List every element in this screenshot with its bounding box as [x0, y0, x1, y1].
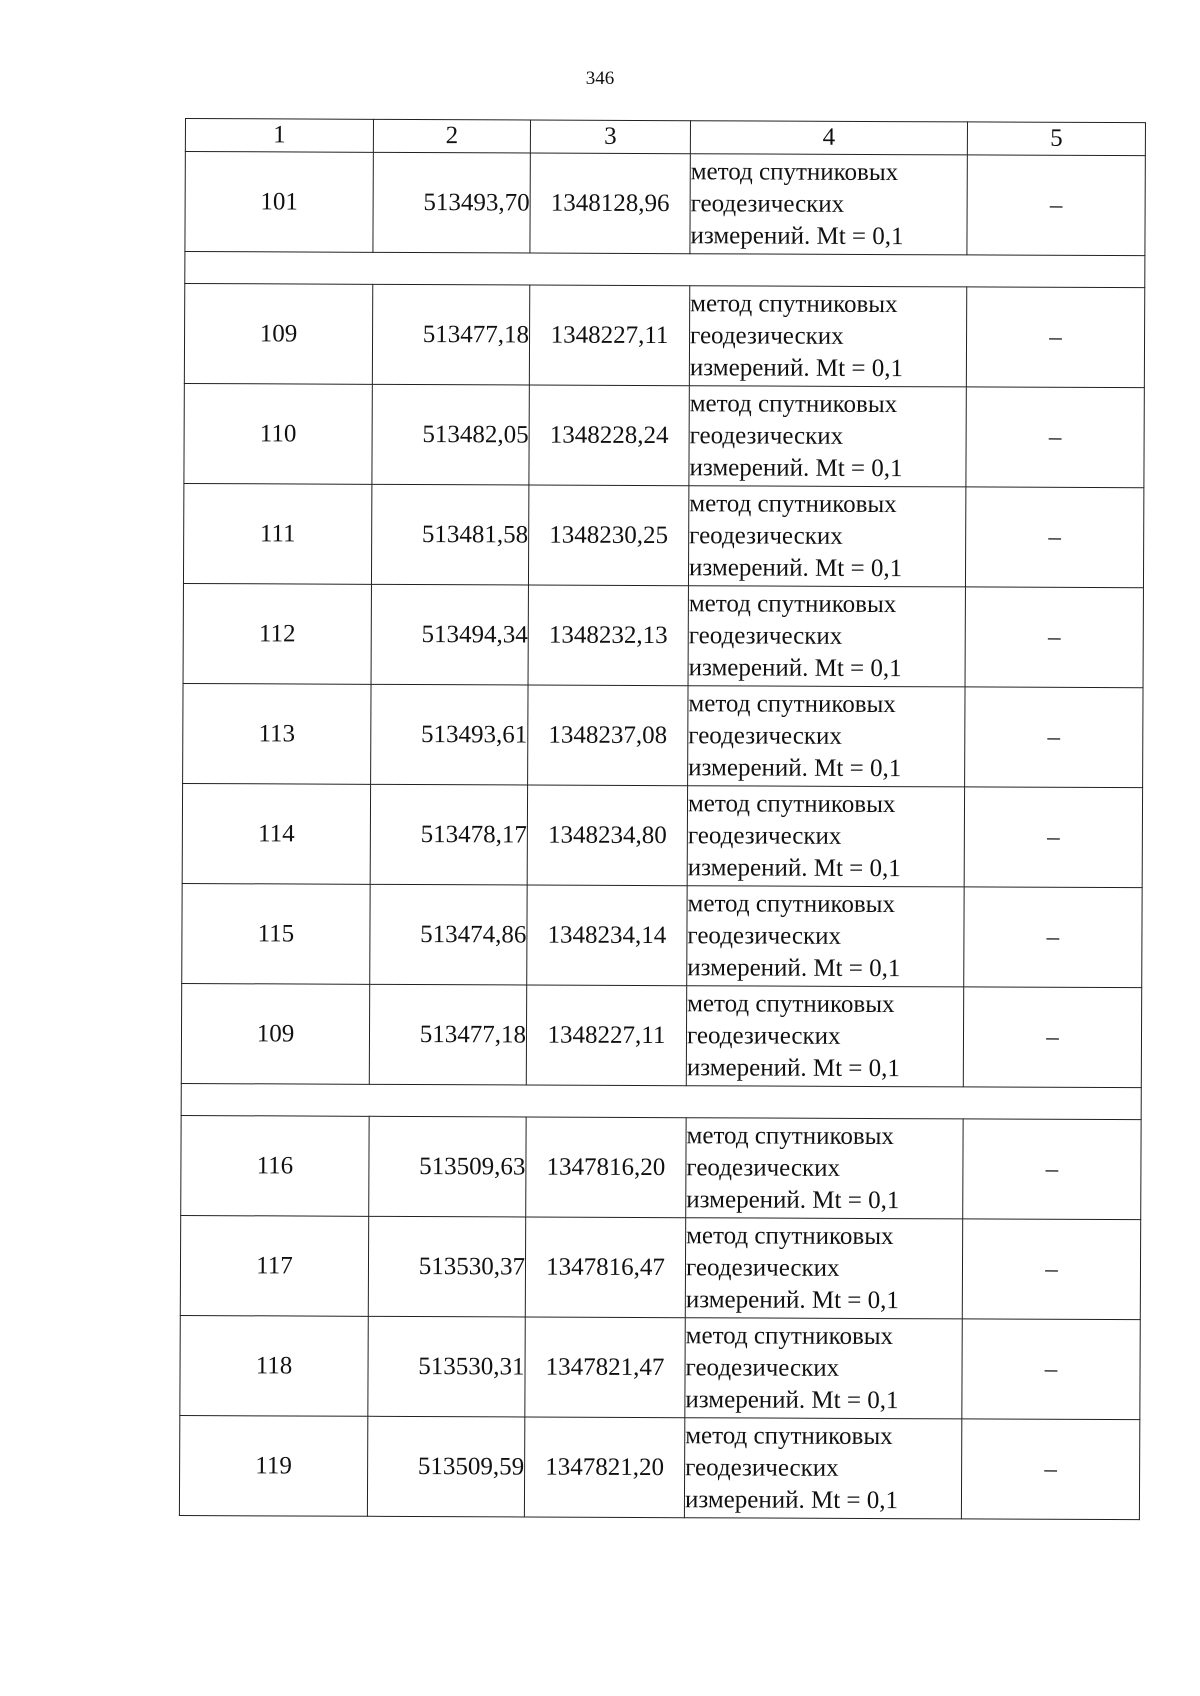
method-line: геодезических: [690, 189, 845, 218]
method-line: метод спутниковых: [685, 1421, 893, 1450]
method-cell: [687, 786, 964, 887]
table-row: [185, 152, 1145, 256]
method-line: измерений. Mt = 0,1: [687, 953, 901, 982]
method-line: метод спутниковых: [685, 1321, 894, 1350]
method-cell: [688, 686, 965, 787]
table-row: [179, 1415, 1139, 1519]
note-cell: –: [963, 1119, 1141, 1220]
note-cell: –: [967, 155, 1145, 256]
method-line: метод спутниковых: [688, 589, 897, 618]
x-coordinate-cell: 513477,18: [372, 284, 529, 385]
method-line: геодезических: [686, 1021, 841, 1050]
separator-cell: [181, 1083, 1141, 1119]
page-number: 346: [585, 68, 615, 89]
note-cell: –: [965, 687, 1143, 788]
method-cell: [686, 1118, 963, 1219]
method-cell: [686, 986, 963, 1087]
method-line: измерений. Mt = 0,1: [689, 353, 904, 382]
x-coordinate-cell: 513482,05: [372, 384, 529, 485]
y-coordinate-cell: 1347821,20: [524, 1417, 684, 1518]
method-line: измерений. Mt = 0,1: [688, 553, 903, 582]
method-cell: [685, 1318, 962, 1419]
method-cell: [687, 886, 964, 987]
method-line: измерений. Mt = 0,1: [686, 1053, 900, 1082]
method-line: геодезических: [689, 321, 844, 350]
point-number-cell: 110: [184, 383, 372, 484]
x-coordinate-cell: 513493,61: [371, 684, 528, 785]
table-row: [182, 783, 1142, 887]
x-coordinate-cell: 513530,31: [368, 1316, 525, 1417]
method-cell: [690, 154, 967, 255]
coordinates-table: [179, 118, 1146, 1520]
method-line: измерений. Mt = 0,1: [688, 653, 902, 682]
method-line: измерений. Mt = 0,1: [685, 1385, 899, 1414]
document-sheet: [179, 118, 1145, 1520]
column-header-2: 2: [373, 119, 530, 153]
method-line: метод спутниковых: [686, 1221, 894, 1250]
method-line: метод спутниковых: [687, 789, 896, 818]
y-coordinate-cell: 1347816,47: [525, 1217, 685, 1318]
table-separator-row: [185, 252, 1145, 288]
method-line: метод спутниковых: [686, 1121, 895, 1150]
note-cell: –: [966, 387, 1144, 488]
note-cell: –: [962, 1319, 1140, 1420]
x-coordinate-cell: 513509,59: [367, 1416, 524, 1517]
table-row: [181, 1115, 1141, 1219]
method-cell: [685, 1218, 962, 1319]
method-cell: [688, 586, 965, 687]
method-line: метод спутниковых: [687, 889, 896, 918]
table-row: [183, 483, 1143, 587]
method-line: геодезических: [686, 1153, 841, 1182]
y-coordinate-cell: 1347821,47: [525, 1317, 685, 1418]
table-row: [181, 983, 1141, 1087]
method-cell: [688, 486, 965, 587]
x-coordinate-cell: 513481,58: [371, 484, 528, 585]
method-line: метод спутниковых: [689, 489, 897, 518]
column-header-3: 3: [530, 120, 690, 154]
method-line: геодезических: [689, 521, 843, 550]
x-coordinate-cell: 513509,63: [369, 1116, 526, 1217]
x-coordinate-cell: 513493,70: [373, 152, 530, 253]
table-row: [180, 1315, 1140, 1419]
y-coordinate-cell: 1348227,11: [526, 985, 686, 1086]
note-cell: –: [965, 587, 1143, 688]
y-coordinate-cell: 1348227,11: [529, 285, 689, 386]
method-line: метод спутниковых: [690, 289, 898, 318]
table-row: [184, 383, 1144, 487]
table-row: [184, 284, 1144, 388]
x-coordinate-cell: 513474,86: [370, 884, 527, 985]
point-number-cell: 114: [182, 783, 370, 884]
note-cell: –: [966, 287, 1144, 388]
method-line: метод спутниковых: [689, 389, 898, 418]
method-line: геодезических: [687, 921, 842, 950]
separator-cell: [185, 252, 1145, 288]
point-number-cell: 118: [180, 1315, 368, 1416]
method-cell: [689, 286, 966, 387]
table-body: [179, 119, 1145, 1520]
note-cell: –: [963, 987, 1141, 1088]
table-separator-row: [181, 1083, 1141, 1119]
x-coordinate-cell: 513530,37: [368, 1216, 525, 1317]
method-line: метод спутниковых: [690, 157, 899, 186]
y-coordinate-cell: 1348230,25: [528, 485, 688, 586]
y-coordinate-cell: 1348232,13: [528, 585, 688, 686]
point-number-cell: 111: [183, 483, 371, 584]
point-number-cell: 116: [181, 1115, 369, 1216]
y-coordinate-cell: 1347816,20: [526, 1117, 686, 1218]
method-line: измерений. Mt = 0,1: [684, 1485, 899, 1514]
method-line: геодезических: [688, 721, 842, 750]
point-number-cell: 117: [180, 1215, 368, 1316]
method-line: геодезических: [685, 1453, 839, 1482]
column-header-5: 5: [967, 122, 1145, 156]
method-cell: [689, 386, 966, 487]
point-number-cell: 109: [184, 284, 372, 385]
y-coordinate-cell: 1348234,80: [527, 785, 687, 886]
point-number-cell: 112: [183, 583, 371, 684]
x-coordinate-cell: 513494,34: [371, 584, 528, 685]
method-line: геодезических: [685, 1353, 840, 1382]
note-cell: –: [962, 1219, 1140, 1320]
x-coordinate-cell: 513478,17: [370, 784, 527, 885]
point-number-cell: 119: [179, 1415, 367, 1516]
table-header-row: [185, 119, 1145, 156]
point-number-cell: 109: [181, 983, 369, 1084]
note-cell: –: [961, 1419, 1139, 1520]
method-line: геодезических: [687, 821, 842, 850]
point-number-cell: 101: [185, 152, 373, 253]
method-line: измерений. Mt = 0,1: [688, 753, 902, 782]
method-line: измерений. Mt = 0,1: [690, 221, 904, 250]
method-line: геодезических: [689, 421, 844, 450]
table-row: [183, 683, 1143, 787]
y-coordinate-cell: 1348237,08: [528, 685, 688, 786]
column-header-4: 4: [690, 121, 967, 155]
x-coordinate-cell: 513477,18: [369, 984, 526, 1085]
point-number-cell: 113: [183, 683, 371, 784]
y-coordinate-cell: 1348228,24: [529, 385, 689, 486]
method-line: геодезических: [688, 621, 843, 650]
method-cell: [684, 1418, 961, 1519]
note-cell: –: [965, 487, 1143, 588]
table-row: [183, 583, 1143, 687]
method-line: геодезических: [685, 1253, 840, 1282]
y-coordinate-cell: 1348234,14: [527, 885, 687, 986]
note-cell: –: [964, 887, 1142, 988]
table-row: [180, 1215, 1140, 1319]
column-header-1: 1: [185, 119, 373, 153]
y-coordinate-cell: 1348128,96: [530, 153, 690, 254]
point-number-cell: 115: [182, 883, 370, 984]
method-line: метод спутниковых: [688, 689, 896, 718]
table-row: [182, 883, 1142, 987]
method-line: измерений. Mt = 0,1: [686, 1185, 900, 1214]
method-line: измерений. Mt = 0,1: [689, 453, 903, 482]
method-line: метод спутниковых: [687, 989, 895, 1018]
method-line: измерений. Mt = 0,1: [687, 853, 901, 882]
method-line: измерений. Mt = 0,1: [685, 1285, 899, 1314]
note-cell: –: [964, 787, 1142, 888]
